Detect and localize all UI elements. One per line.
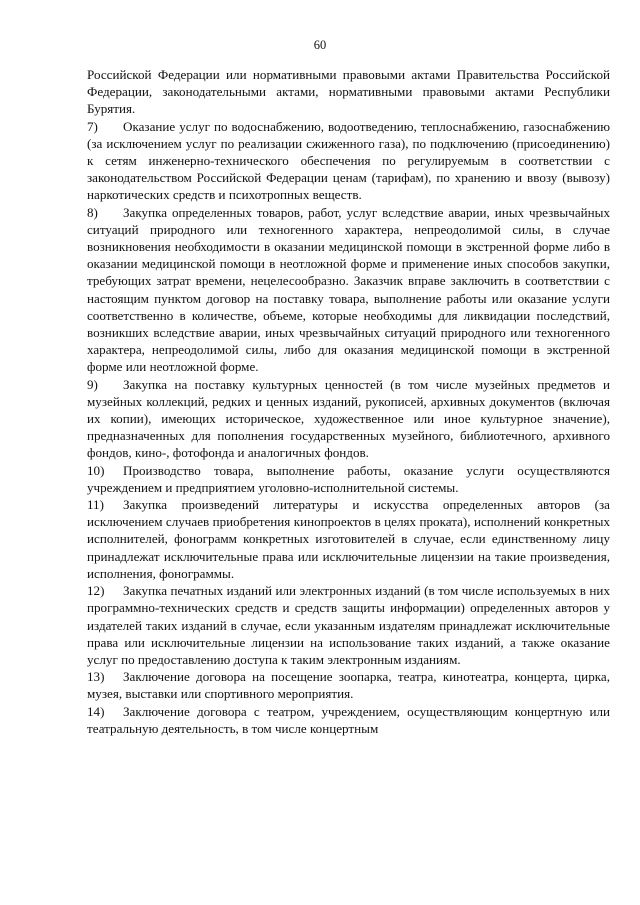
- paragraph-item-8: [87, 204, 610, 376]
- paragraph-item-12: [87, 582, 610, 668]
- paragraph-text: Закупка печатных изданий или электронных изданий (в том числе используемых в них программно-технических средств и средств защиты информации) определенных авторов у издателей таких изданий в случае, если указанным издателям принадлежат исключительные права или исключительные лицензии на использование таких изданий, а также оказание услуг по предоставлению доступа к таким электронным изданиям.: [87, 583, 610, 667]
- paragraph-text: Производство товара, выполнение работы, оказание услуги осуществляются учреждением и предприятием уголовно-исполнительной системы.: [87, 462, 610, 495]
- paragraph-text: Закупка произведений литературы и искусства определенных авторов (за исключением случаев приобретения кинопроектов в целях проката), исполнений конкретных исполнителей, фонограмм конкретных изготовителей в случае, если единственному лицу принадлежат исключительные права или исключительные лицензии на такие произведения, исполнения, фонограммы.: [87, 497, 610, 581]
- paragraph-text: Заключение договора на посещение зоопарка, театра, кинотеатра, концерта, цирка, музея, выставки или спортивного мероприятия.: [87, 669, 610, 702]
- item-number: 14): [87, 703, 105, 719]
- paragraph-item-13: [87, 668, 610, 702]
- item-number: 11): [87, 497, 104, 513]
- paragraph-item-9: [87, 376, 610, 462]
- item-number: 8): [87, 204, 98, 220]
- item-number: 12): [87, 583, 105, 599]
- paragraph-text: Российской Федерации или нормативными правовыми актами Правительства Российской Федерации, законодательными актами, нормативными правовыми актами Республики Бурятия.: [87, 67, 610, 117]
- item-number: 13): [87, 669, 105, 685]
- document-body: [87, 66, 610, 737]
- page-number: 60: [313, 38, 327, 52]
- paragraph-text: Закупка определенных товаров, работ, услуг вследствие аварии, иных чрезвычайных ситуаций природного или техногенного характера, непреодолимой силы, в случае возникновения необходимости в оказании медицинской помощи в экстренной форме либо в оказании медицинской помощи в неотложной форме и применение иных способов закупки, требующих затрат времени, нецелесообразно. Заказчик вправе заключить в соответствии с настоящим пунктом договор на поставку товара, выполнение работы или оказание услуги соответственно в количестве, объеме, которые необходимы для ликвидации последствий, возникших вследствие аварии, иных чрезвычайных ситуаций природного или техногенного характера, непреодолимой силы, либо для оказания медицинской помощи в экстренной форме или неотложной форме.: [87, 204, 610, 375]
- paragraph-text: Закупка на поставку культурных ценностей (в том числе музейных предметов и музейных коллекций, редких и ценных изданий, рукописей, архивных документов (включая их копии), имеющих историческое, художественное или иное культурное значение), предназначенных для пополнения государственных музейного, библиотечного, архивного фондов, кино-, фотофонда и аналогичных фондов.: [87, 376, 610, 461]
- paragraph-item-10: [87, 462, 610, 496]
- paragraph-item-11: [87, 496, 610, 582]
- item-number: 7): [87, 118, 98, 134]
- paragraph-item-7: [87, 118, 610, 204]
- paragraph-text: Заключение договора с театром, учреждением, осуществляющим концертную или театральную деятельность, в том числе концертным: [87, 703, 610, 736]
- item-number: 9): [87, 376, 98, 392]
- item-number: 10): [87, 462, 105, 478]
- paragraph-text: Оказание услуг по водоснабжению, водоотведению, теплоснабжению, газоснабжению (за исключением услуг по реализации сжиженного газа), по подключению (присоединению) к сетям инженерно-технического обеспечения по регулируемым в соответствии с законодательством Российской Федерации ценам (тарифам), по хранению и ввозу (вывозу) наркотических средств и психотропных веществ.: [87, 118, 610, 203]
- paragraph-continuation: [87, 66, 610, 118]
- paragraph-item-14: [87, 703, 610, 737]
